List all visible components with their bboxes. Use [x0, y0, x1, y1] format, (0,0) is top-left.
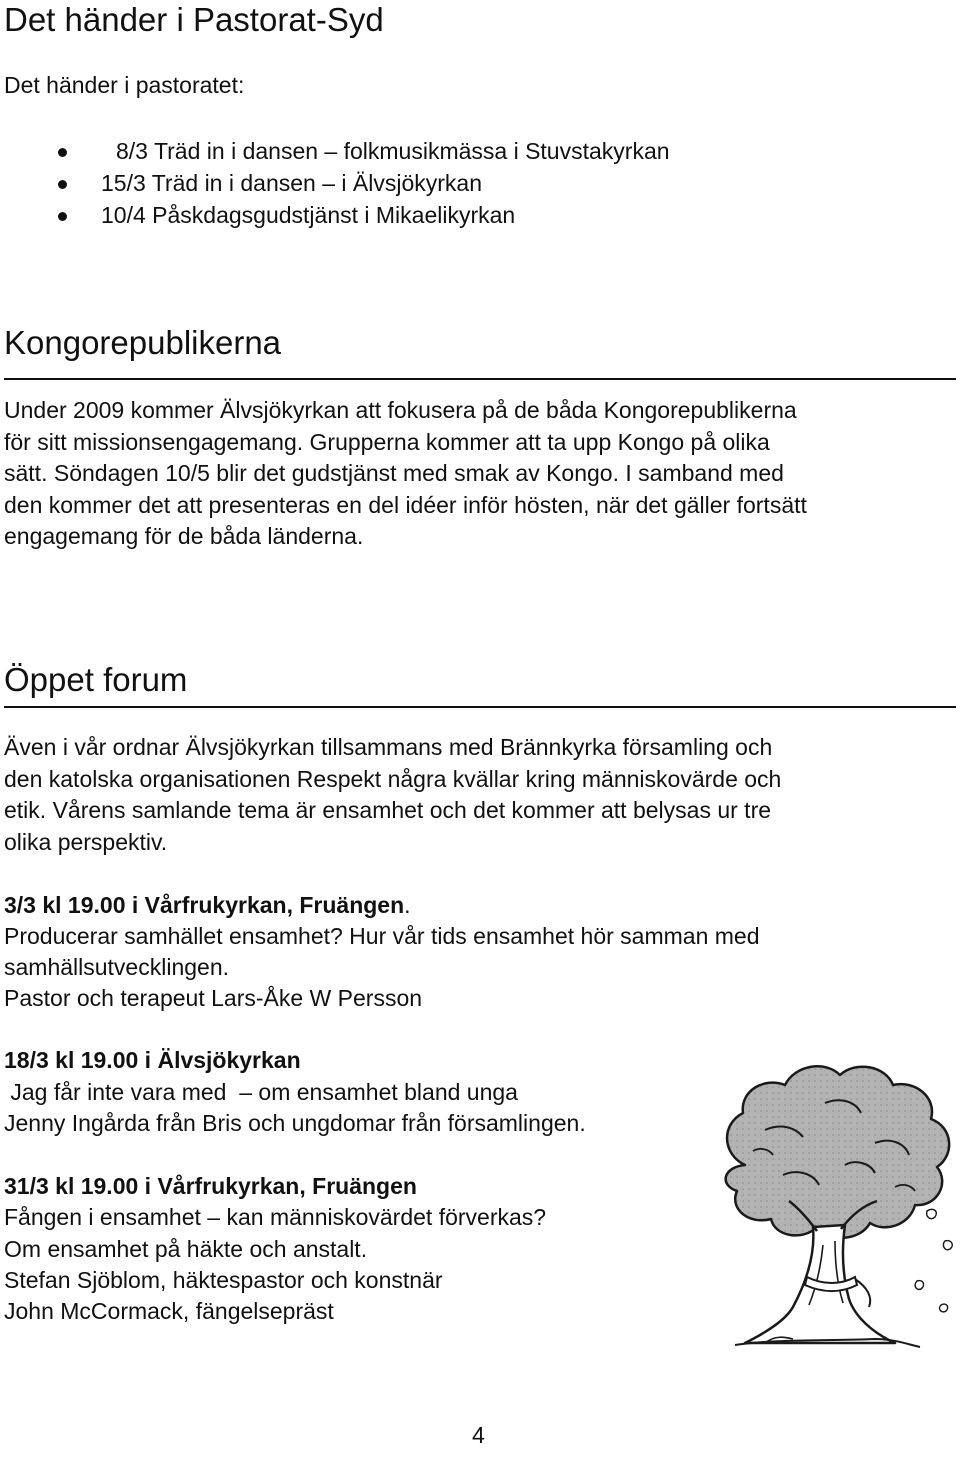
- list-item: 10/4 Påskdagsgudstjänst i Mikaelikyrkan: [101, 202, 516, 228]
- text-line: engagemang för de båda länderna.: [4, 523, 364, 549]
- divider: [4, 706, 956, 708]
- text-line: Stefan Sjöblom, häktespastor och konstnär: [4, 1267, 443, 1293]
- text-line: Under 2009 kommer Älvsjökyrkan att fokusera på de båda Kongorepublikerna: [4, 397, 797, 423]
- text-line: Producerar samhället ensamhet? Hur vår tids ensamhet hör samman med: [4, 923, 760, 949]
- text-line: den katolska organisationen Respekt några kvällar kring människovärde och: [4, 766, 782, 792]
- divider: [4, 378, 956, 380]
- text-line: Om ensamhet på häkte och anstalt.: [4, 1236, 368, 1262]
- page-number: 4: [472, 1422, 485, 1448]
- meeting-title: 31/3 kl 19.00 i Vårfrukyrkan, Fruängen: [4, 1173, 417, 1199]
- forum-heading: Öppet forum: [4, 661, 188, 698]
- text-line: Även i vår ordnar Älvsjökyrkan tillsammans med Brännkyrka församling och: [4, 734, 773, 760]
- list-item: 15/3 Träd in i dansen – i Älvsjökyrkan: [101, 170, 482, 196]
- text-line: John McCormack, fängelsepräst: [4, 1298, 334, 1324]
- bullet-icon: [58, 148, 67, 157]
- meeting-title: 18/3 kl 19.00 i Älvsjökyrkan: [4, 1047, 301, 1073]
- text-line: Pastor och terapeut Lars-Åke W Persson: [4, 985, 423, 1011]
- meeting-title-text: 3/3 kl 19.00 i Vårfrukyrkan, Fruängen: [4, 892, 405, 918]
- text-line: Jag får inte vara med – om ensamhet bland unga: [4, 1079, 518, 1105]
- list-item: 8/3 Träd in i dansen – folkmusikmässa i Stuvstakyrkan: [116, 138, 670, 164]
- text-line: för sitt missionsengagemang. Grupperna kommer att ta upp Kongo på olika: [4, 429, 770, 455]
- meeting-title-end: .: [404, 892, 411, 918]
- kongo-heading: Kongorepublikerna: [4, 324, 282, 361]
- text-line: Fången i ensamhet – kan människovärdet förverkas?: [4, 1204, 547, 1230]
- text-line: den kommer det att presenteras en del idéer inför hösten, när det gäller fortsätt: [4, 492, 807, 518]
- text-line: Jenny Ingårda från Bris och ungdomar från församlingen.: [4, 1110, 586, 1136]
- page-title: Det händer i Pastorat-Syd: [4, 1, 384, 38]
- text-line: sätt. Söndagen 10/5 blir det gudstjänst med smak av Kongo. I samband med: [4, 460, 784, 486]
- bullet-icon: [58, 212, 67, 221]
- tree-clipart-icon: [705, 1055, 960, 1355]
- text-line: olika perspektiv.: [4, 829, 168, 855]
- bullet-icon: [58, 180, 67, 189]
- meeting-title: [4, 890, 411, 922]
- intro-text: Det händer i pastoratet:: [4, 72, 245, 98]
- text-line: etik. Vårens samlande tema är ensamhet och det kommer att belysas ur tre: [4, 797, 772, 823]
- text-line: samhällsutvecklingen.: [4, 954, 230, 980]
